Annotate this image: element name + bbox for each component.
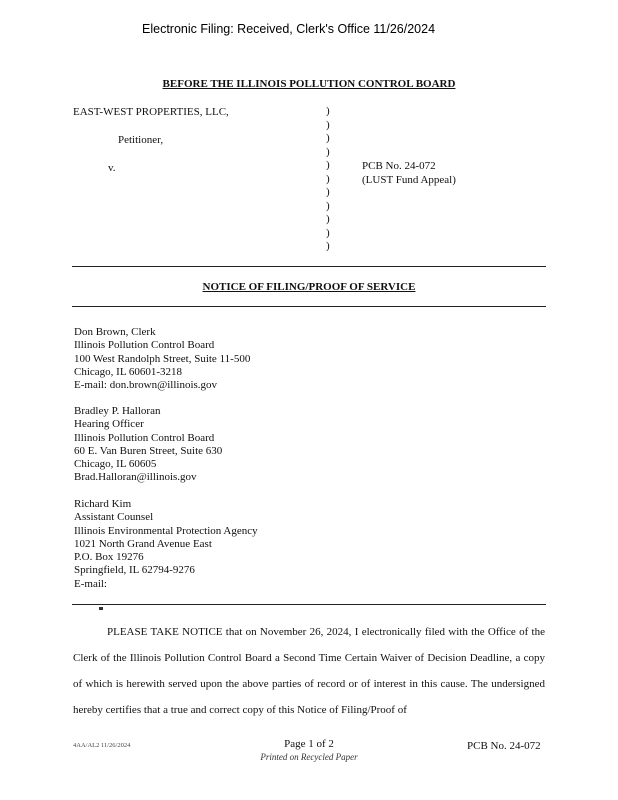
caption-paren: ) xyxy=(326,186,330,198)
petitioner-role: Petitioner, xyxy=(118,134,164,146)
case-type: (LUST Fund Appeal) xyxy=(362,174,456,186)
page-number: Page 1 of 2 xyxy=(284,738,334,750)
caption-paren: ) xyxy=(326,159,330,171)
caption-paren: ) xyxy=(326,132,330,144)
footer-case-number: PCB No. 24-072 xyxy=(467,740,541,752)
filing-stamp: Electronic Filing: Received, Clerk's Office 11/26/2024 xyxy=(142,22,436,36)
recipient-block xyxy=(74,498,258,591)
recipient-line: Assistant Counsel xyxy=(74,511,154,524)
recipient-email: E-mail: don.brown@illinois.gov xyxy=(74,379,218,392)
petitioner-name: EAST-WEST PROPERTIES, LLC, xyxy=(73,106,229,118)
recipient-line: Hearing Officer xyxy=(74,418,144,431)
caption-paren: ) xyxy=(326,199,330,212)
caption-parentheses xyxy=(326,105,330,254)
divider-rule xyxy=(72,266,546,267)
recipient-block xyxy=(74,405,222,485)
recipient-line: Illinois Pollution Control Board xyxy=(74,431,215,444)
recipient-line: 60 E. Van Buren Street, Suite 630 xyxy=(74,444,223,457)
recipient-email: E-mail: xyxy=(74,577,107,590)
caption-paren: ) xyxy=(326,226,330,239)
caption-paren: ) xyxy=(326,240,330,252)
recipient-line: Chicago, IL 60601-3218 xyxy=(74,365,183,378)
divider-rule xyxy=(72,306,546,307)
notice-body xyxy=(73,619,545,723)
caption-paren: ) xyxy=(326,172,330,185)
notice-title: NOTICE OF FILING/PROOF OF SERVICE xyxy=(202,281,416,293)
scan-mark xyxy=(99,607,103,610)
recipient-line: 1021 North Grand Avenue East xyxy=(74,537,212,550)
recipient-line: 100 West Randolph Street, Suite 11-500 xyxy=(74,352,251,365)
board-heading: BEFORE THE ILLINOIS POLLUTION CONTROL BOARD xyxy=(162,78,456,90)
recipient-block xyxy=(74,326,250,392)
recycled-paper-note: Printed on Recycled Paper xyxy=(260,752,358,762)
recipient-line: Illinois Environmental Protection Agency xyxy=(74,524,258,537)
recipient-line: Richard Kim xyxy=(74,498,132,510)
caption-paren: ) xyxy=(326,213,330,225)
recipient-line: Bradley P. Halloran xyxy=(74,405,161,417)
versus-label: v. xyxy=(108,162,116,174)
recipient-line: Chicago, IL 60605 xyxy=(74,458,157,471)
case-number: PCB No. 24-072 xyxy=(362,160,436,172)
recipient-email: Brad.Halloran@illinois.gov xyxy=(74,471,197,484)
notice-body-text: PLEASE TAKE NOTICE that on November 26, 2024, I electronically filed with the Office of the Clerk of the Illinois Pollution Control Board a Second Time Certain Waiver of Decision Deadline, a copy of which is herewith served upon the above parties of record or of interest in this cause. The undersigned hereby certifies that a true and correct copy of this Notice of Filing/Proof of xyxy=(73,626,545,716)
recipient-line: Springfield, IL 62794-9276 xyxy=(74,564,195,577)
recipient-line: P.O. Box 19276 xyxy=(74,551,144,564)
recipient-line: Don Brown, Clerk xyxy=(74,326,156,338)
case-info xyxy=(362,159,456,187)
caption-paren: ) xyxy=(326,118,330,131)
footer-doc-code: 4AA/AL2 11/26/2024 xyxy=(73,742,131,749)
case-caption-parties xyxy=(73,105,229,175)
caption-paren: ) xyxy=(326,105,330,117)
recipient-line: Illinois Pollution Control Board xyxy=(74,339,215,352)
caption-paren: ) xyxy=(326,145,330,158)
divider-rule xyxy=(72,604,546,605)
